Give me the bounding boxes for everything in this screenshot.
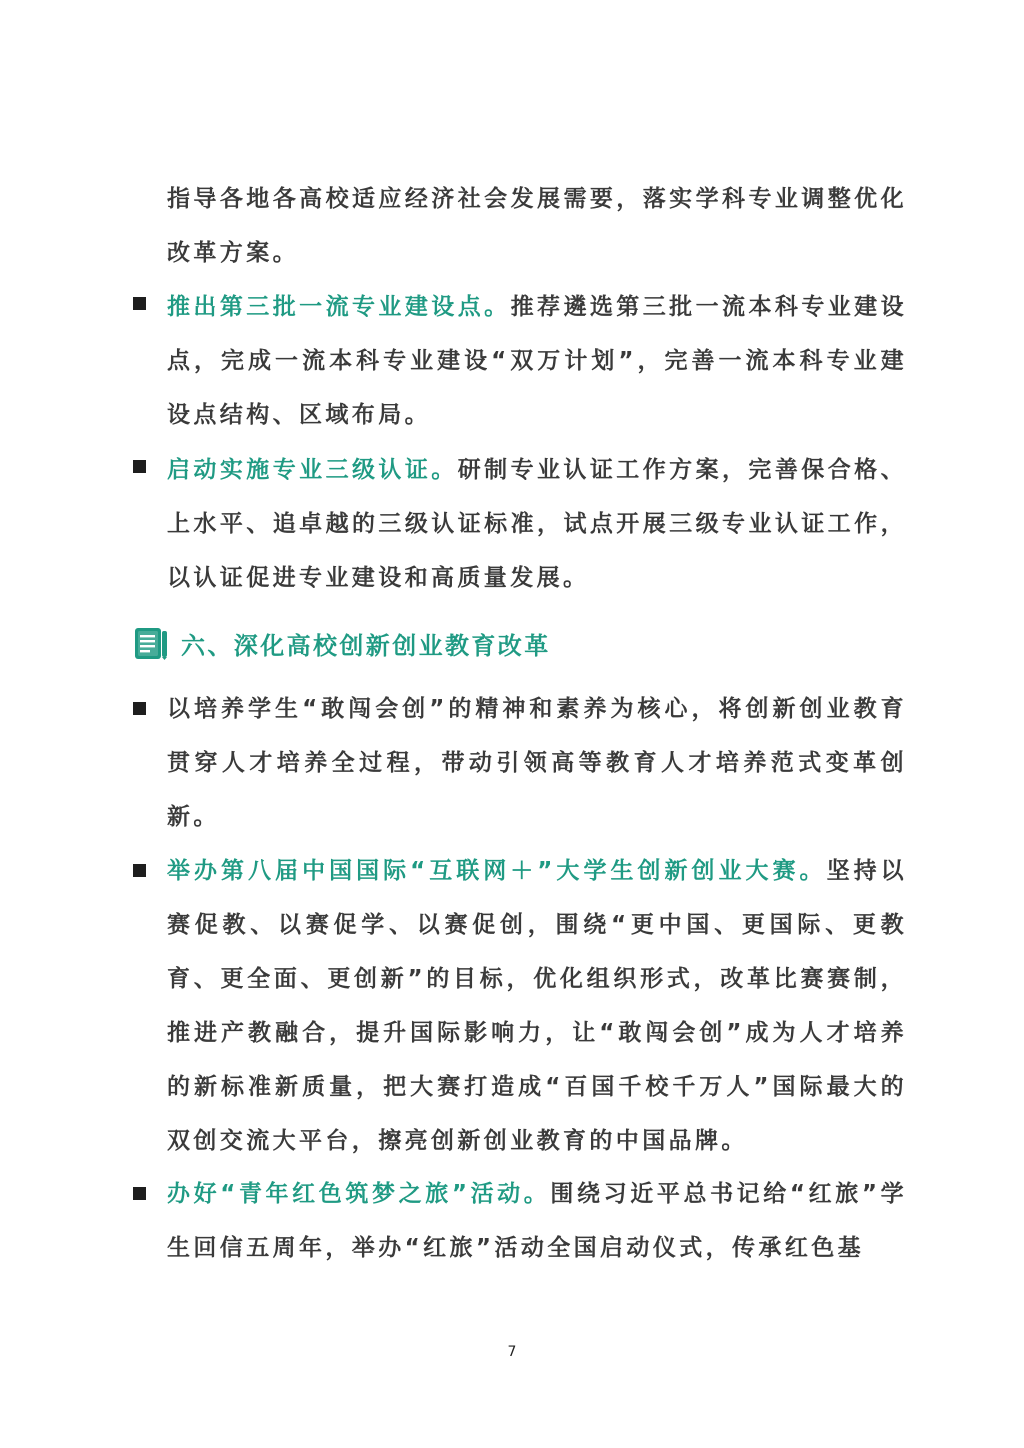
paragraph-text: 以培养学生“敢闯会创”的精神和素养为核心，将创新创业教育贯穿人才培养全过程，带动引领高等教育人才培养范式变革创新。 xyxy=(167,696,907,830)
paragraph-highlight: 办好“青年红色筑梦之旅”活动。 xyxy=(167,1181,551,1207)
paragraph-text: 推荐遴选第三批一流本科专业建设点，完成一流本科专业建设“双万计划”，完善一流本科专业建设点结构、区域布局。 xyxy=(167,294,908,428)
paragraph-highlight: 举办第八届中国国际“互联网＋”大学生创新创业大赛。 xyxy=(167,858,827,884)
paragraph-red-journey xyxy=(167,1167,907,1275)
paragraph-highlight: 启动实施专业三级认证。 xyxy=(167,457,458,483)
paragraph-three-level-certification xyxy=(167,443,907,605)
bullet-square-icon xyxy=(133,702,146,715)
paragraph-first-class-majors xyxy=(167,280,907,442)
document-list-icon xyxy=(133,625,169,661)
page-number: 7 xyxy=(507,1344,517,1360)
bullet-square-icon xyxy=(133,460,146,473)
paragraph-text: 研制专业认证工作方案，完善保合格、上水平、追卓越的三级认证标准，试点开展三级专业认证工作，以认证促进专业建设和高质量发展。 xyxy=(167,457,907,591)
paragraph-innovation-education xyxy=(167,682,907,844)
paragraph-continuation xyxy=(167,172,907,280)
section-heading xyxy=(133,622,551,664)
paragraph-internet-plus-competition xyxy=(167,844,907,1168)
bullet-square-icon xyxy=(133,297,146,310)
section-title: 六、深化高校创新创业教育改革 xyxy=(181,631,551,660)
bullet-square-icon xyxy=(133,864,146,877)
paragraph-text: 指导各地各高校适应经济社会发展需要，落实学科专业调整优化改革方案。 xyxy=(167,186,907,266)
paragraph-text: 围绕习近平总书记给“红旅”学生回信五周年，举办“红旅”活动全国启动仪式，传承红色基 xyxy=(167,1181,907,1261)
paragraph-highlight: 推出第三批一流专业建设点。 xyxy=(167,294,511,320)
paragraph-text: 坚持以赛促教、以赛促学、以赛促创，围绕“更中国、更国际、更教育、更全面、更创新”的目标，优化组织形式，改革比赛赛制，推进产教融合，提升国际影响力，让“敢闯会创”成为人才培养的新标准新质量，把大赛打造成“百国千校千万人”国际最大的双创交流大平台，擦亮创新创业教育的中国品牌。 xyxy=(167,858,908,1154)
bullet-square-icon xyxy=(133,1187,146,1200)
